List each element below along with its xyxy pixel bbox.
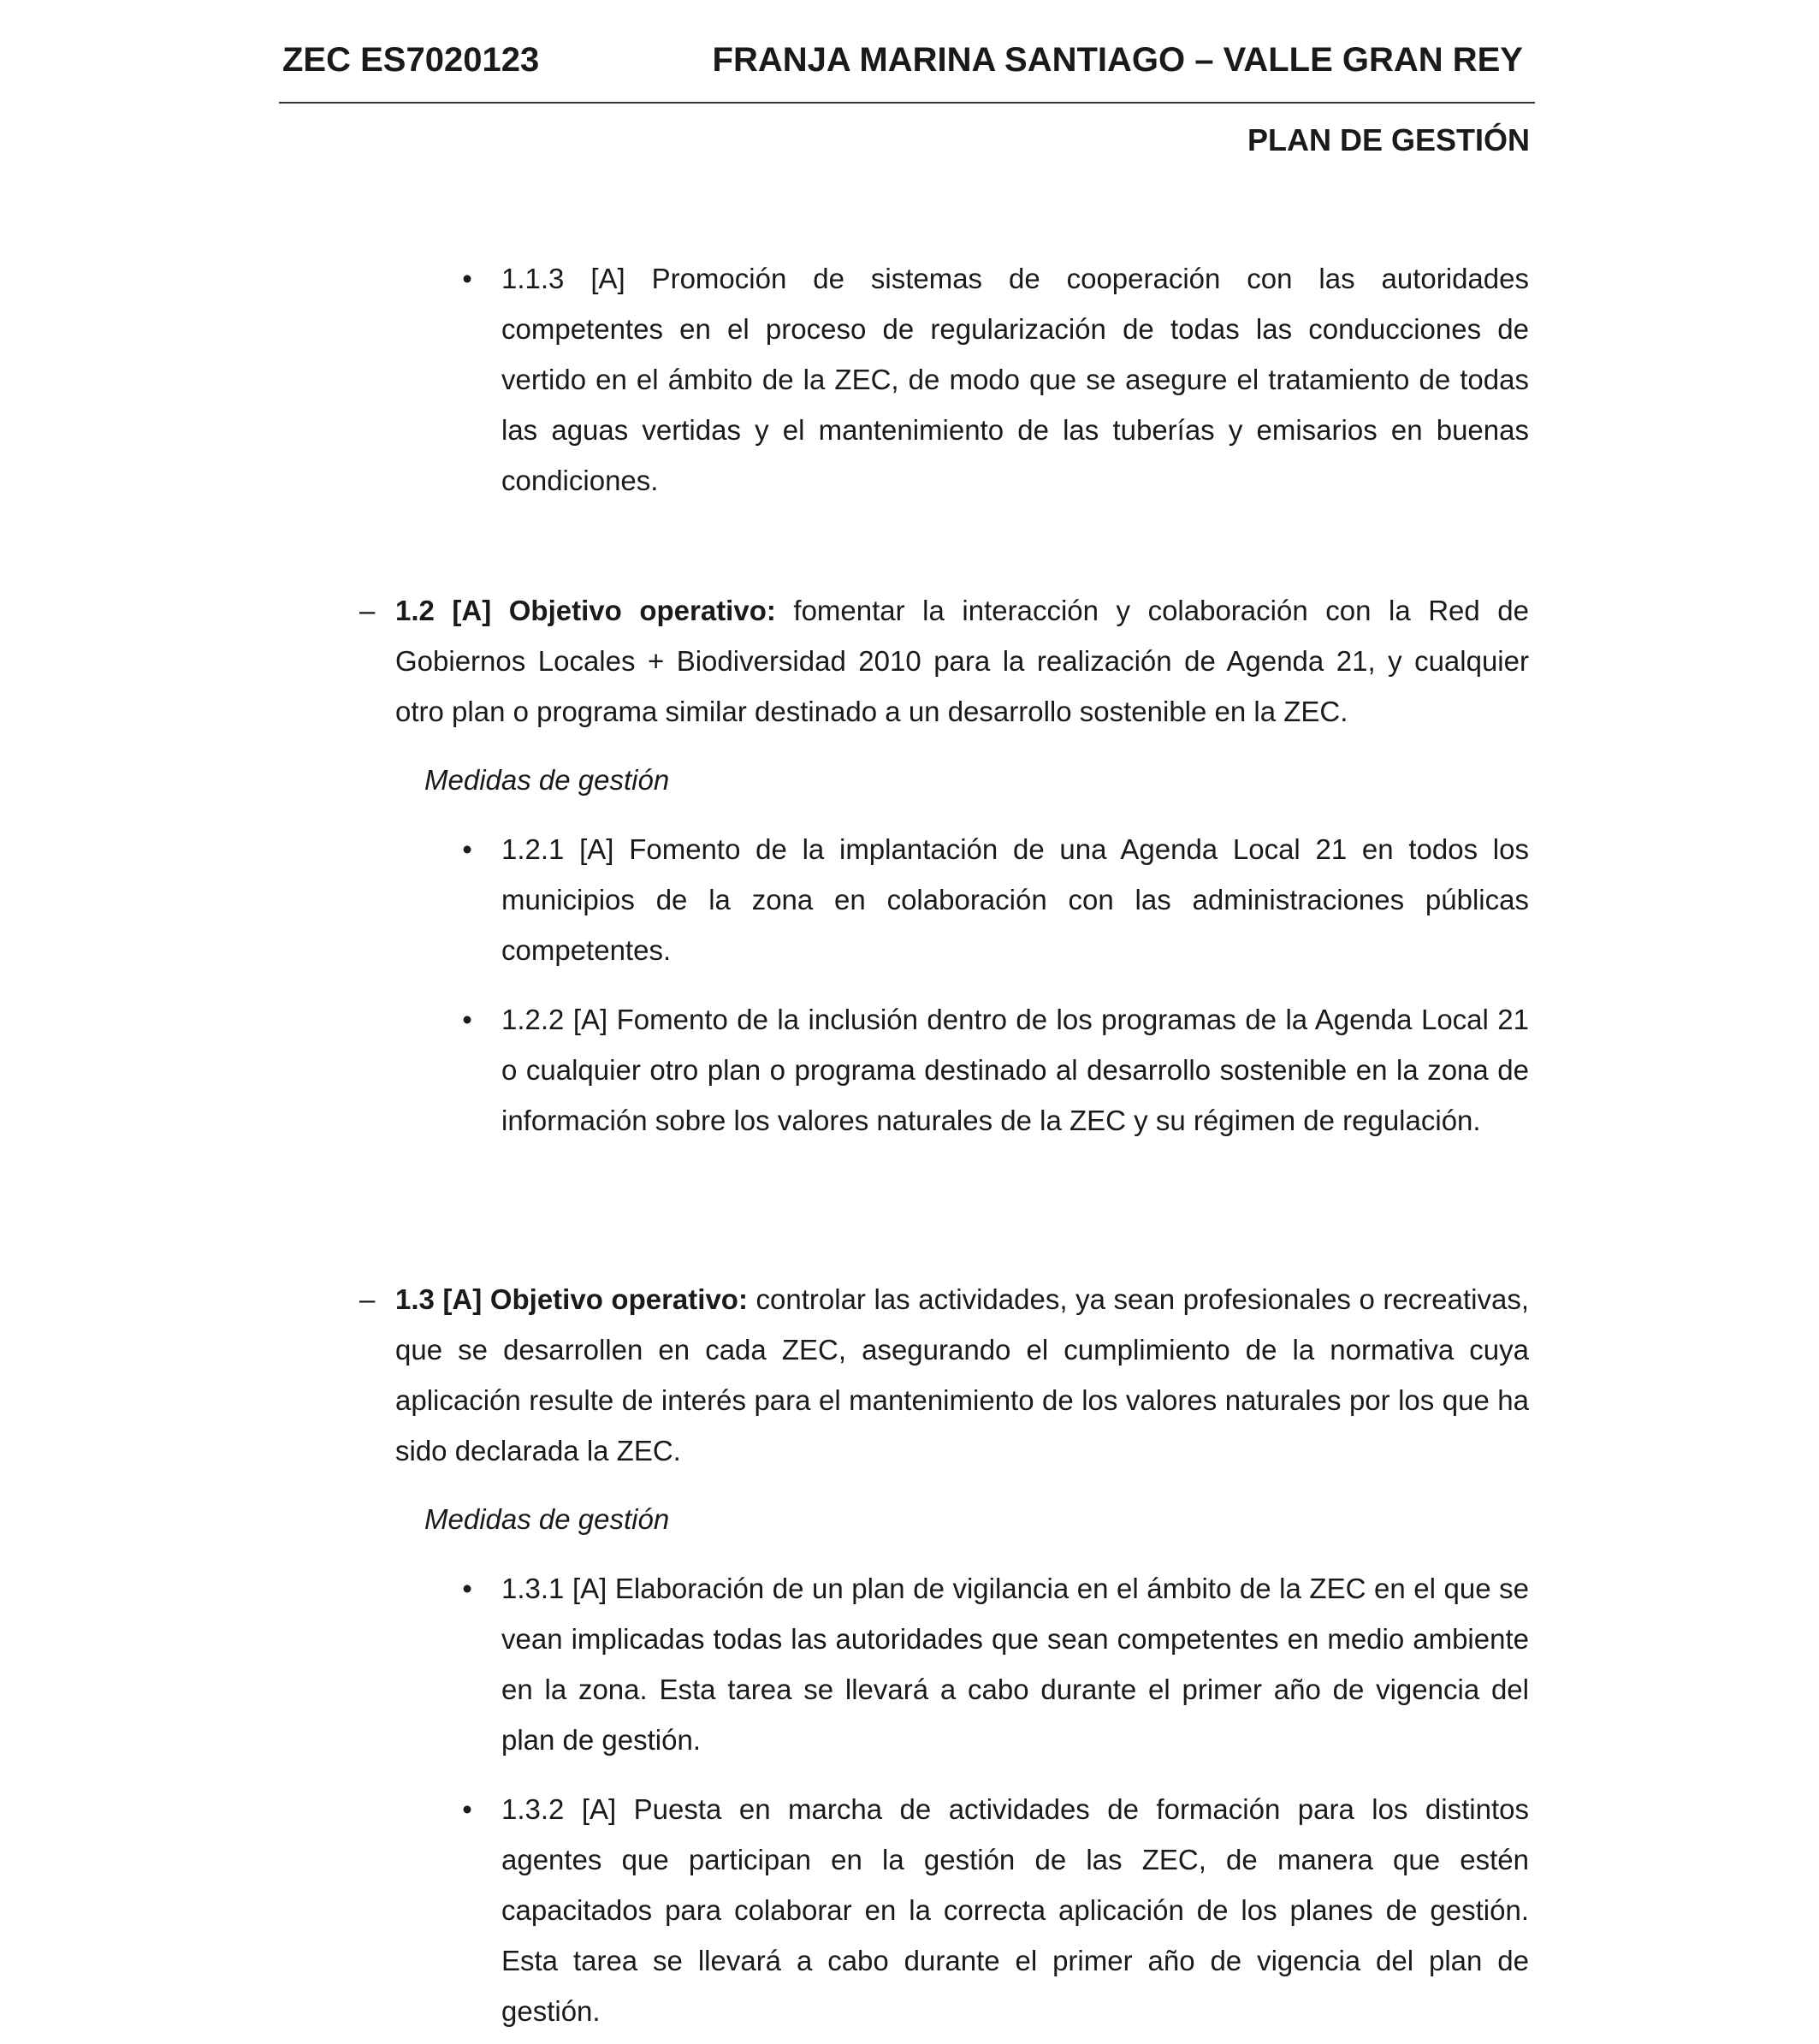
- measure-text: 1.3.2 [A] Puesta en marcha de actividades de formación para los distintos agentes que participan en la gestión de las ZEC, de manera que estén capacitados para colaborar en la correcta aplicación de los planes de gestión. Esta tarea se llevará a cabo durante el primer año de vigencia del plan de gestión.: [501, 1793, 1529, 2027]
- header-site-name: FRANJA MARINA SANTIAGO – VALLE GRAN REY: [712, 41, 1523, 79]
- objective-description: fomentar la interacción y colaboración con la Red de Gobiernos Locales + Biodiversidad 2010 para la realización de Agenda 21, y cualquier otro plan o programa similar destinado a un desarrollo sostenible en la ZEC.: [395, 595, 1529, 727]
- bullet-icon: •: [462, 263, 472, 294]
- header-site-code: ZEC ES7020123: [282, 41, 540, 79]
- dash-icon: –: [359, 595, 376, 626]
- bullet-icon: •: [462, 1793, 472, 1825]
- measure-text: 1.1.3 [A] Promoción de sistemas de cooperación con las autoridades competentes en el proceso de regularización de todas las conducciones de vertido en el ámbito de la ZEC, de modo que se asegure el tratamiento de todas las aguas vertidas y el mantenimiento de las tuberías y emisarios en buenas condiciones.: [501, 263, 1529, 496]
- objective-label: 1.2 [A] Objetivo operativo:: [395, 595, 776, 626]
- measure-1-3-2: [462, 1784, 1529, 2036]
- header-divider: [279, 102, 1535, 104]
- objective-description: controlar las actividades, ya sean profesionales o recreativas, que se desarrollen en cada ZEC, asegurando el cumplimiento de la normativa cuya aplicación resulte de interés para el mantenimiento de los valores naturales por los que ha sido declarada la ZEC.: [395, 1283, 1529, 1466]
- measures-heading-1-2: Medidas de gestión: [424, 764, 670, 796]
- bullet-icon: •: [462, 1573, 472, 1604]
- objective-1-3: [359, 1274, 1529, 1476]
- header-document-title: PLAN DE GESTIÓN: [1247, 122, 1530, 157]
- bullet-icon: •: [462, 1004, 472, 1035]
- objective-1-2: [359, 585, 1529, 737]
- objective-text: [395, 1274, 1529, 1476]
- dash-icon: –: [359, 1283, 376, 1315]
- objective-label: 1.3 [A] Objetivo operativo:: [395, 1283, 748, 1315]
- bullet-icon: •: [462, 833, 472, 865]
- measure-1-2-1: [462, 824, 1529, 975]
- measures-heading-1-3: Medidas de gestión: [424, 1503, 670, 1535]
- measure-text: 1.2.1 [A] Fomento de la implantación de una Agenda Local 21 en todos los municipios de la zona en colaboración con las administraciones públicas competentes.: [501, 833, 1529, 966]
- measure-text: 1.3.1 [A] Elaboración de un plan de vigilancia en el ámbito de la ZEC en el que se vean implicadas todas las autoridades que sean competentes en medio ambiente en la zona. Esta tarea se llevará a cabo durante el primer año de vigencia del plan de gestión.: [501, 1573, 1529, 1756]
- measure-1-3-1: [462, 1563, 1529, 1765]
- measure-1-1-3: [462, 253, 1529, 506]
- measure-1-2-2: [462, 994, 1529, 1146]
- objective-text: [395, 585, 1529, 737]
- measure-text: 1.2.2 [A] Fomento de la inclusión dentro de los programas de la Agenda Local 21 o cualquier otro plan o programa destinado al desarrollo sostenible en la zona de información sobre los valores naturales de la ZEC y su régimen de regulación.: [501, 1004, 1529, 1136]
